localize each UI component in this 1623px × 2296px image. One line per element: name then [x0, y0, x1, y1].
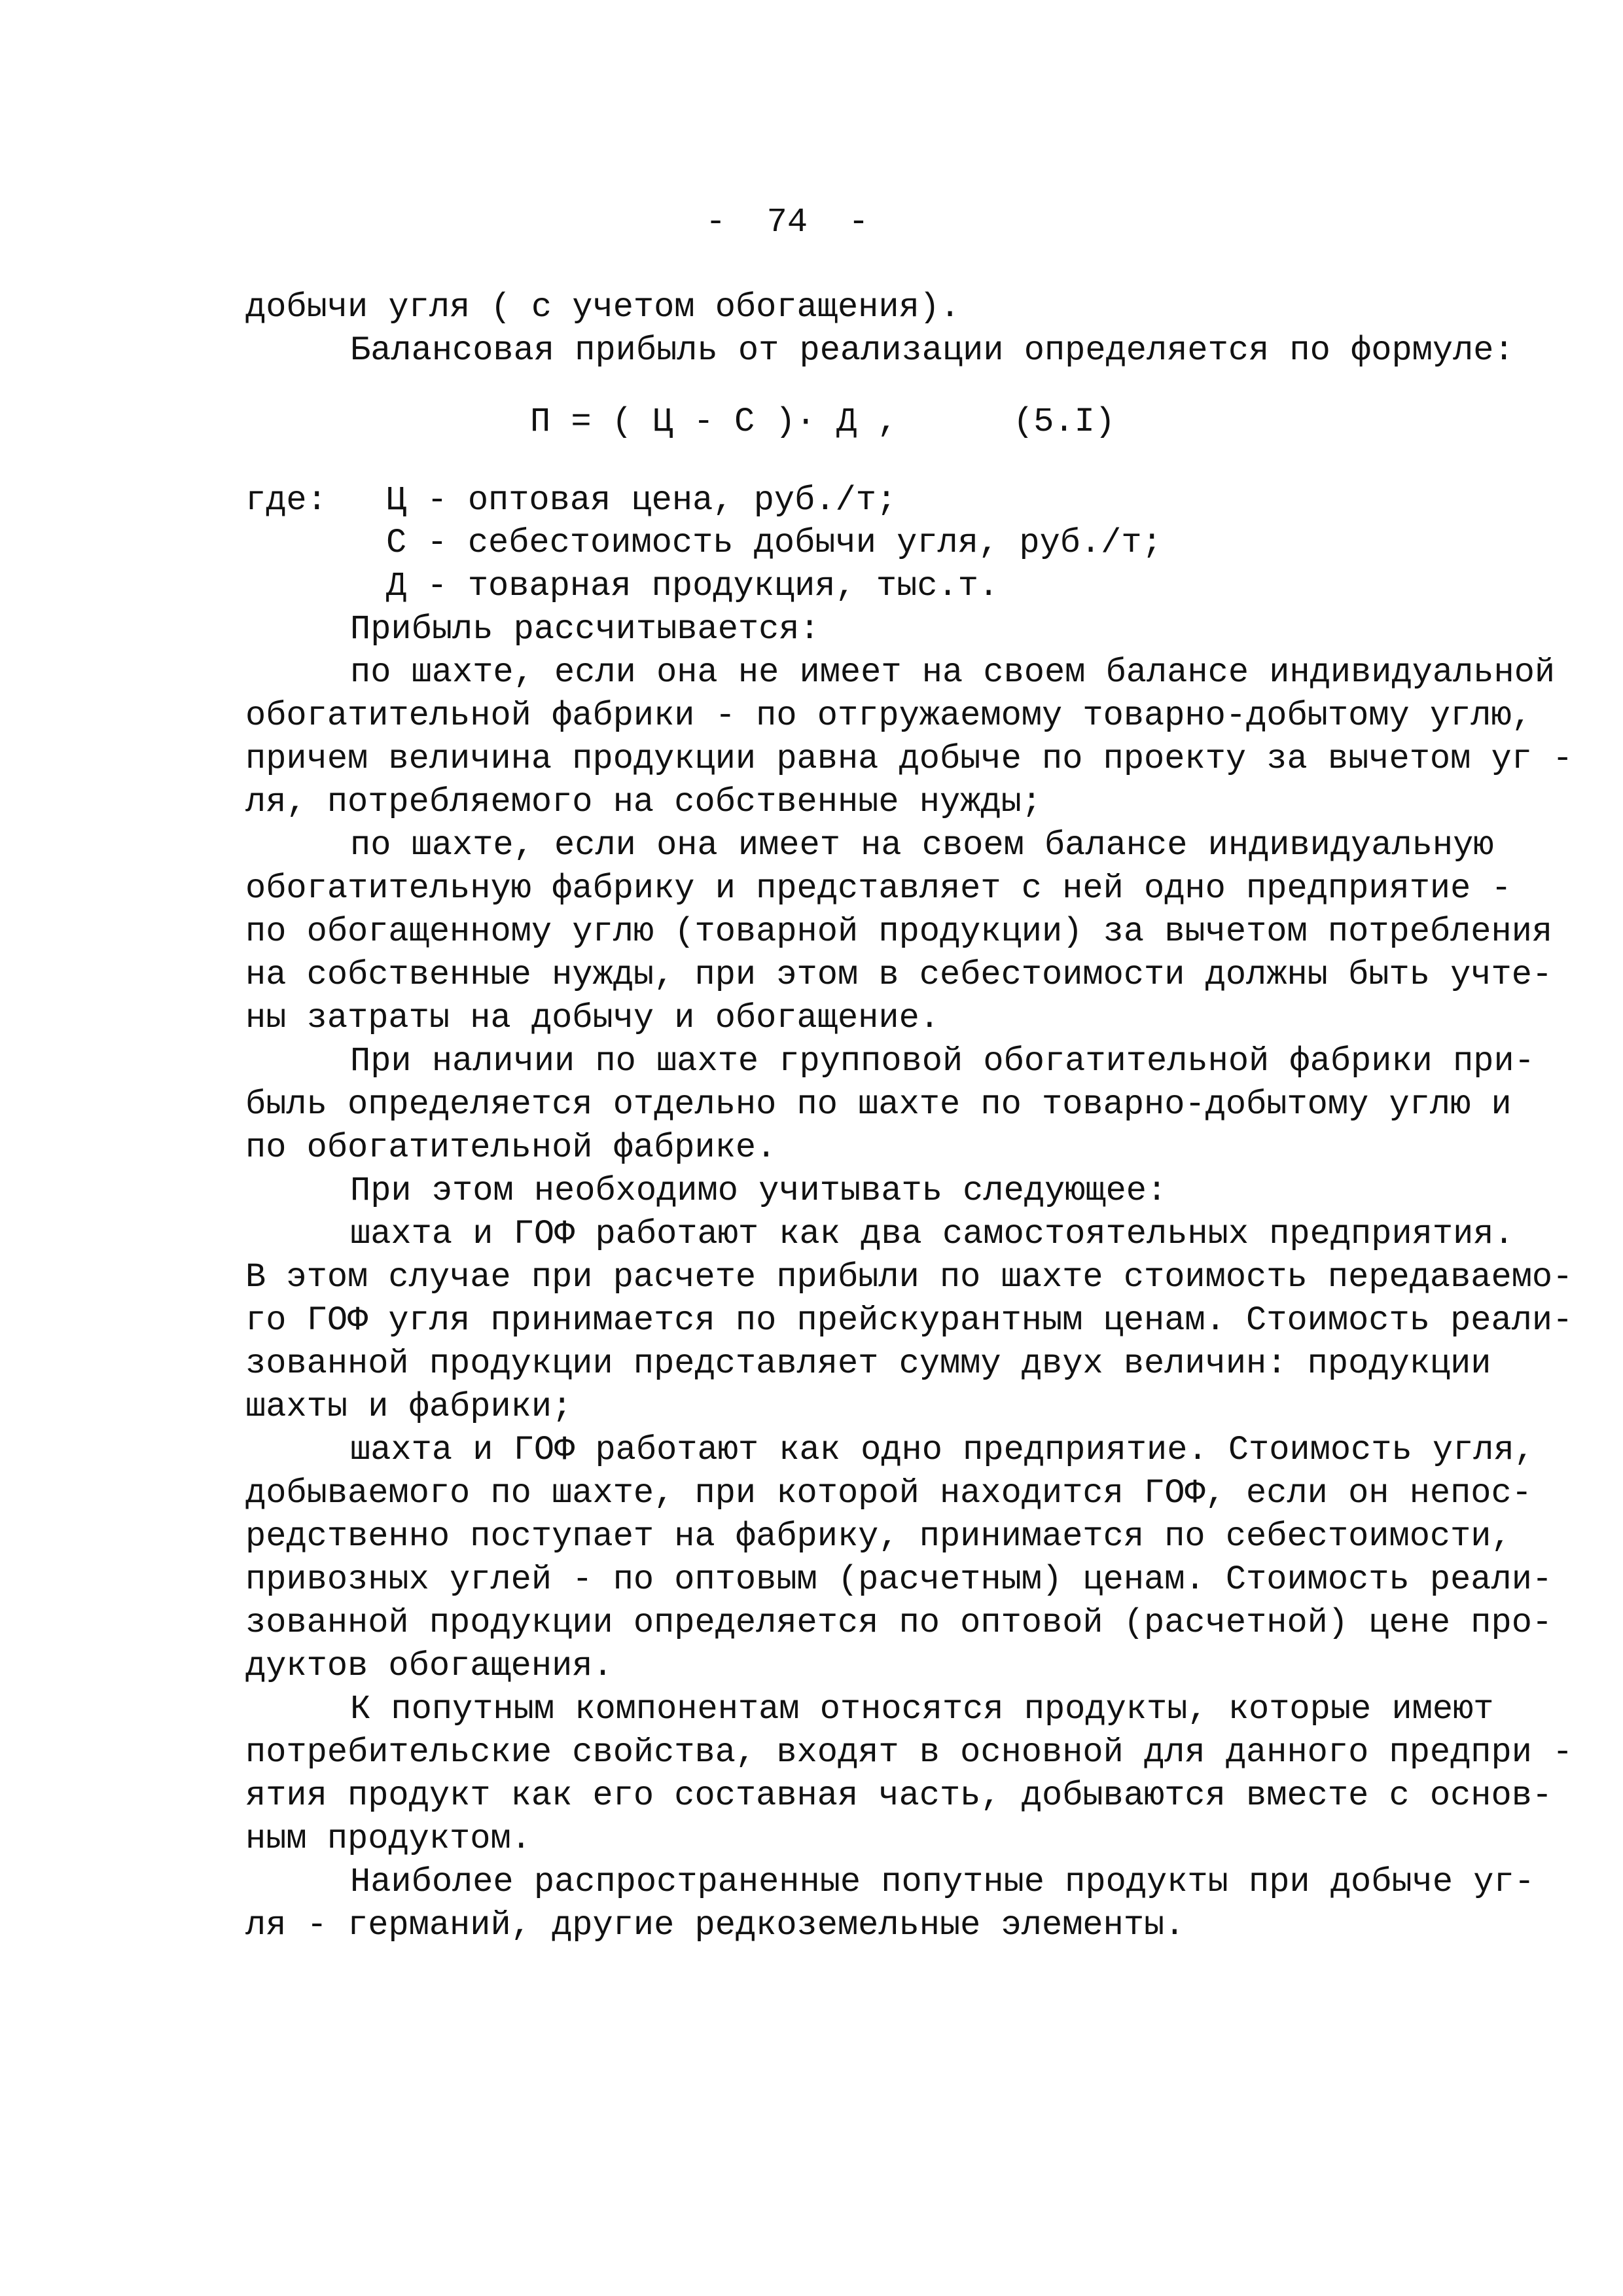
text-line: на собственные нужды, при этом в себестоимости должны быть учте-	[245, 956, 1553, 994]
text-line: зованной продукции представляет сумму двух величин: продукции	[245, 1344, 1491, 1383]
text-line: В этом случае при расчете прибыли по шахте стоимость передаваемо-	[245, 1258, 1573, 1297]
text-line: ля, потребляемого на собственные нужды;	[245, 783, 1042, 821]
text-line: ным продуктом.	[245, 1820, 531, 1858]
text-line: ны затраты на добычу и обогащение.	[245, 999, 940, 1037]
text-line: обогатительной фабрики - по отгружаемому товарно-добытому углю,	[245, 696, 1532, 735]
text-line: шахты и фабрики;	[245, 1388, 573, 1426]
text-line: ля - германий, другие редкоземельные элементы.	[245, 1906, 1185, 1945]
text-line: потребительские свойства, входят в основной для данного предпри -	[245, 1733, 1573, 1772]
text-line: При этом необходимо учитывать следующее:	[350, 1172, 1168, 1210]
text-line: Д - товарная продукция, тыс.т.	[386, 567, 999, 605]
text-line: Прибыль рассчитывается:	[350, 610, 820, 649]
text-line: быль определяется отдельно по шахте по товарно-добытому углю и	[245, 1085, 1512, 1124]
text-line: обогатительную фабрику и представляет с ней одно предприятие -	[245, 869, 1512, 908]
text-line: При наличии по шахте групповой обогатительной фабрики при-	[350, 1042, 1535, 1081]
text-line: причем величина продукции равна добыче по проекту за вычетом уг -	[245, 740, 1573, 778]
text-line: С - себестоимость добычи угля, руб./т;	[386, 524, 1162, 562]
text-line: Ц - оптовая цена, руб./т;	[386, 481, 897, 520]
text-line: Наиболее распространенные попутные продукты при добыче уг-	[350, 1863, 1535, 1901]
text-line: по обогатительной фабрике.	[245, 1128, 777, 1167]
text-line: шахта и ГОФ работают как одно предприятие. Стоимость угля,	[350, 1431, 1535, 1469]
formula: П = ( Ц - С )· Д ,	[530, 403, 898, 441]
text-line: привозных углей - по оптовым (расчетным) ценам. Стоимость реали-	[245, 1560, 1553, 1599]
text-line: по шахте, если она имеет на своем балансе индивидуальную	[350, 826, 1494, 865]
text-line: дуктов обогащения.	[245, 1647, 613, 1685]
page-number: - 74 -	[705, 203, 869, 242]
text-line: по обогащенному углю (товарной продукции) за вычетом потребления	[245, 912, 1553, 951]
text-line: Балансовая прибыль от реализации определяется по формуле:	[350, 331, 1514, 370]
text-line: добычи угля ( с учетом обогащения).	[245, 288, 961, 327]
text-line: добываемого по шахте, при которой находится ГОФ, если он непос-	[245, 1474, 1532, 1513]
text-line: где:	[245, 481, 327, 520]
text-line: К попутным компонентам относятся продукты, которые имеют	[350, 1690, 1494, 1729]
text-line: по шахте, если она не имеет на своем балансе индивидуальной	[350, 653, 1556, 692]
text-line: зованной продукции определяется по оптовой (расчетной) цене про-	[245, 1604, 1553, 1642]
text-line: го ГОФ угля принимается по прейскурантным ценам. Стоимость реали-	[245, 1301, 1573, 1340]
text-line: ятия продукт как его составная часть, добываются вместе с основ-	[245, 1776, 1553, 1815]
text-line: шахта и ГОФ работают как два самостоятельных предприятия.	[350, 1215, 1514, 1253]
text-line: редственно поступает на фабрику, принимается по себестоимости,	[245, 1517, 1512, 1556]
formula-number: (5.I)	[1013, 403, 1116, 441]
